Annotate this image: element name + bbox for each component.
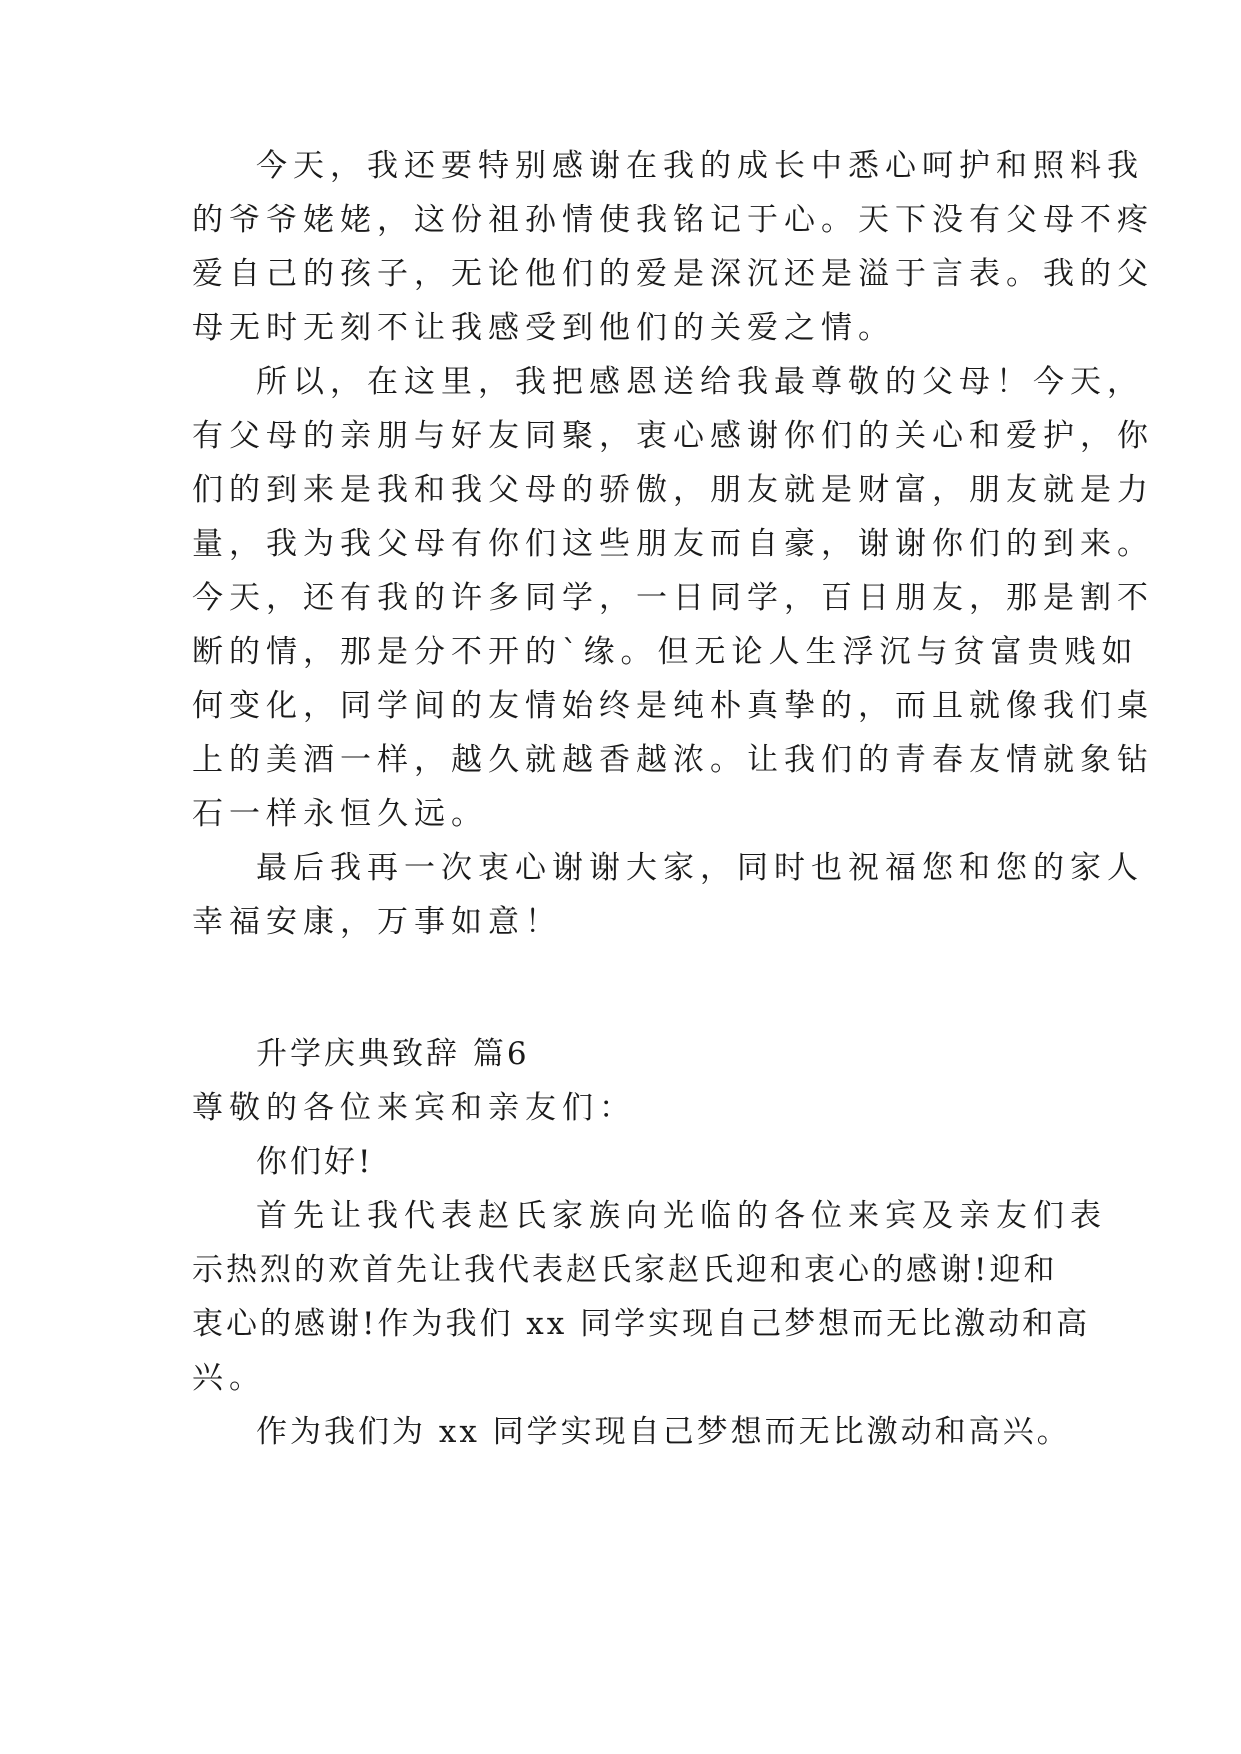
greeting: 你们好! xyxy=(256,1144,374,1180)
paragraph-3-line-1: 最后我再一次衷心谢谢大家，同时也祝福您和您的家人 xyxy=(256,850,1144,886)
paragraph-2-line-9: 石一样永恒久远。 xyxy=(192,796,488,832)
paragraph-2-line-4: 量，我为我父母有你们这些朋友而自豪，谢谢你们的到来。 xyxy=(192,526,1154,562)
paragraph-2-line-3: 们的到来是我和我父母的骄傲，朋友就是财富，朋友就是力 xyxy=(192,472,1154,508)
paragraph-4-line-4: 兴。 xyxy=(192,1360,266,1396)
paragraph-4-line-2: 示热烈的欢首先让我代表赵氏家赵氏迎和衷心的感谢!迎和 xyxy=(192,1252,1058,1288)
paragraph-2-line-5: 今天，还有我的许多同学，一日同学，百日朋友，那是割不 xyxy=(192,580,1154,616)
paragraph-2-line-7: 何变化，同学间的友情始终是纯朴真挚的，而且就像我们桌 xyxy=(192,688,1154,724)
paragraph-1-line-3: 爱自己的孩子，无论他们的爱是深沉还是溢于言表。我的父 xyxy=(192,256,1154,292)
paragraph-1-line-2: 的爷爷姥姥，这份祖孙情使我铭记于心。天下没有父母不疼 xyxy=(192,202,1154,238)
paragraph-4-line-1: 首先让我代表赵氏家族向光临的各位来宾及亲友们表 xyxy=(256,1198,1107,1234)
paragraph-5-line-1: 作为我们为 xx 同学实现自己梦想而无比激动和高兴。 xyxy=(256,1414,1071,1450)
paragraph-2-line-6: 断的情，那是分不开的`缘。但无论人生浮沉与贫富贵贱如 xyxy=(192,634,1139,670)
paragraph-4-line-3: 衷心的感谢!作为我们 xx 同学实现自己梦想而无比激动和高 xyxy=(192,1306,1091,1342)
salutation: 尊敬的各位来宾和亲友们： xyxy=(192,1090,636,1126)
paragraph-2-line-1: 所以，在这里，我把感恩送给我最尊敬的父母！今天， xyxy=(256,364,1144,400)
paragraph-3-line-2: 幸福安康，万事如意！ xyxy=(192,904,562,940)
section-title: 升学庆典致辞 篇6 xyxy=(256,1036,530,1072)
paragraph-1-line-1: 今天，我还要特别感谢在我的成长中悉心呵护和照料我 xyxy=(256,148,1144,184)
paragraph-2-line-8: 上的美酒一样，越久就越香越浓。让我们的青春友情就象钻 xyxy=(192,742,1154,778)
paragraph-1-line-4: 母无时无刻不让我感受到他们的关爱之情。 xyxy=(192,310,895,346)
paragraph-2-line-2: 有父母的亲朋与好友同聚，衷心感谢你们的关心和爱护，你 xyxy=(192,418,1154,454)
